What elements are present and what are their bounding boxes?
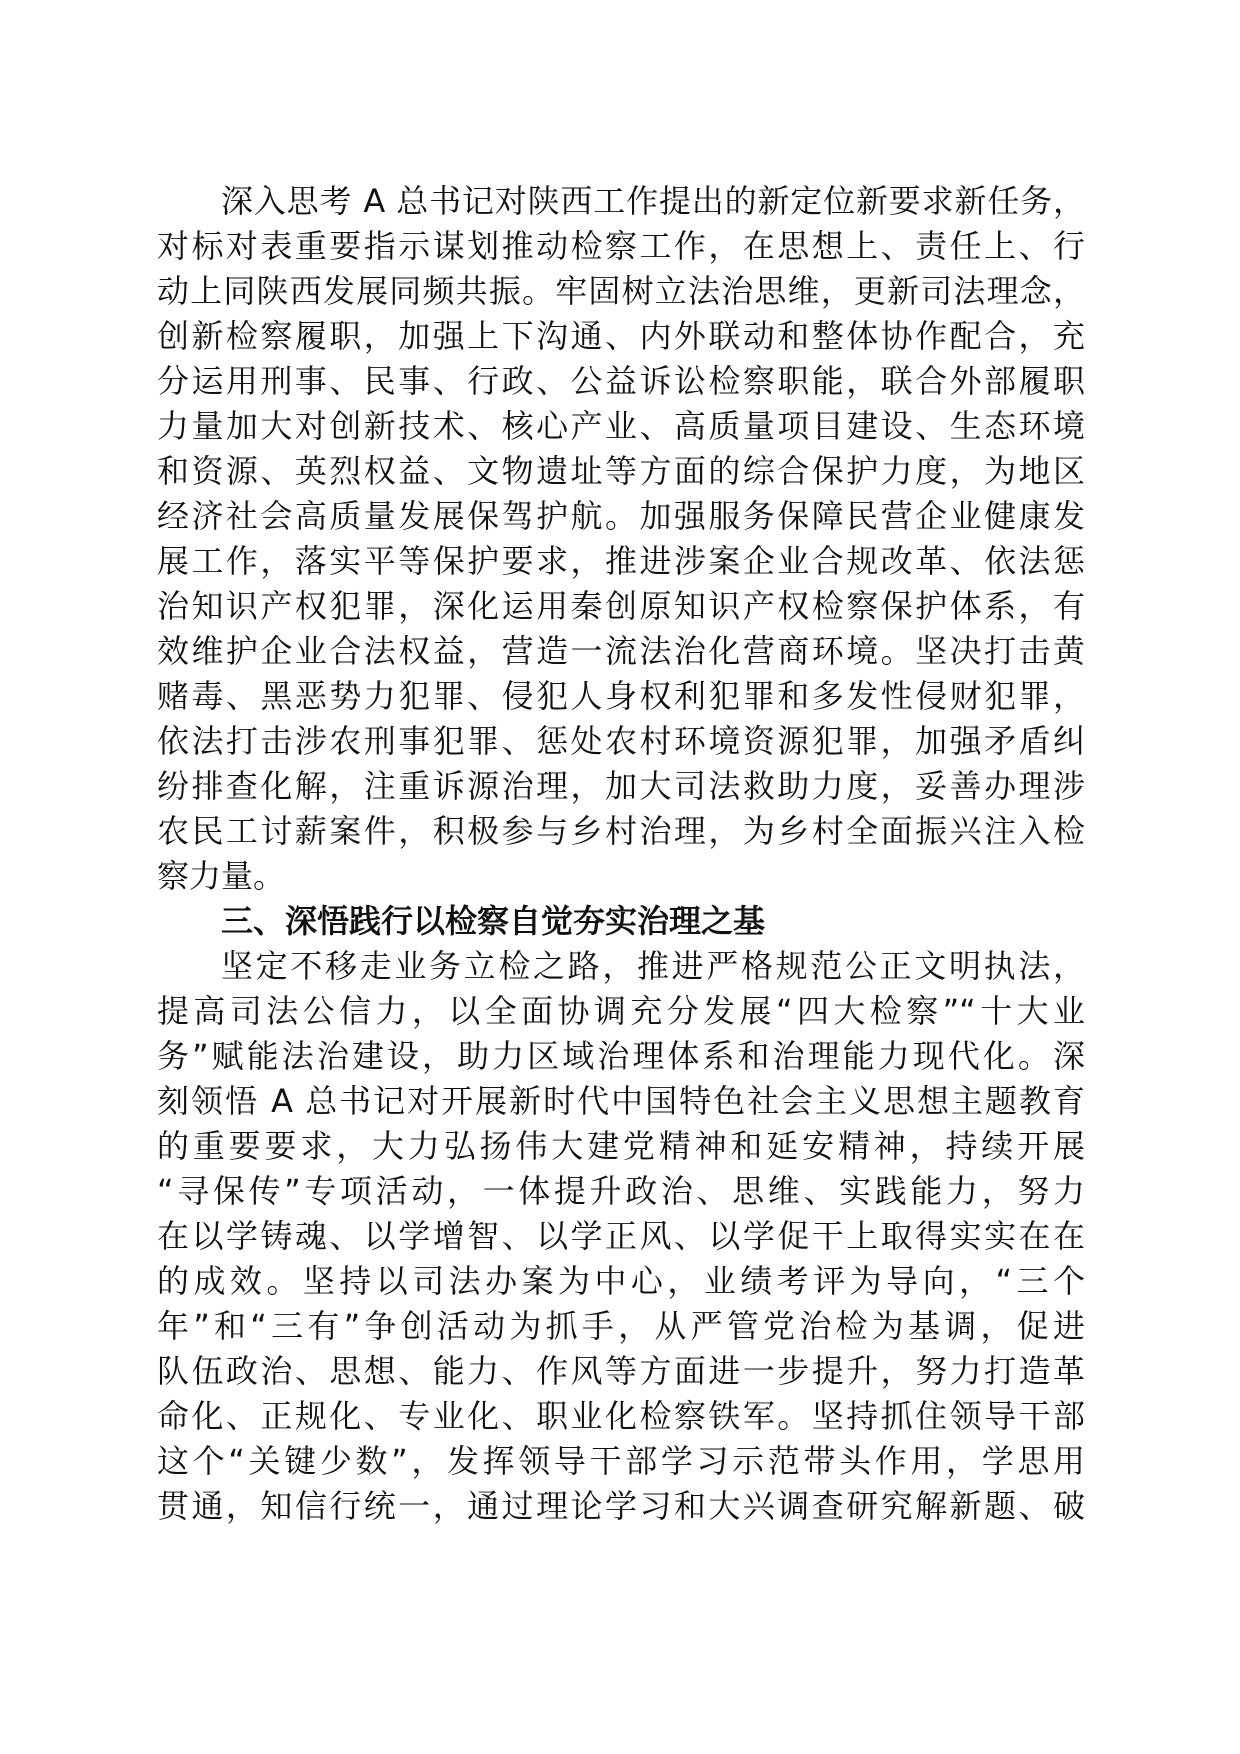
paragraph-1-line-10: 治知识产权犯罪，深化运用秦创原知识产权检察保护体系，有 (157, 587, 1085, 625)
paragraph-1-line-14: 纷排查化解，注重诉源治理，加大司法救助力度，妥善办理涉 (157, 767, 1085, 805)
paragraph-1-line-7: 和资源、英烈权益、文物遗址等方面的综合保护力度，为地区 (157, 452, 1085, 490)
paragraph-2-line-9: 年”和“三有”争创活动为抓手，从严管党治检为基调，促进 (157, 1307, 1085, 1345)
paragraph-1-line-11: 效维护企业合法权益，营造一流法治化营商环境。坚决打击黄 (157, 632, 1085, 670)
paragraph-1-line-1: 深入思考 A 总书记对陕西工作提出的新定位新要求新任务， (221, 182, 1085, 220)
paragraph-1-line-12: 赌毒、黑恶势力犯罪、侵犯人身权利犯罪和多发性侵财犯罪， (157, 677, 1085, 715)
paragraph-2-line-4: 刻领悟 A 总书记对开展新时代中国特色社会主义思想主题教育 (157, 1082, 1085, 1120)
paragraph-2-line-1: 坚定不移走业务立检之路，推进严格规范公正文明执法， (221, 947, 1085, 985)
paragraph-2-line-12: 这个“关键少数”，发挥领导干部学习示范带头作用，学思用 (157, 1442, 1085, 1480)
paragraph-1-line-13: 依法打击涉农刑事犯罪、惩处农村环境资源犯罪，加强矛盾纠 (157, 722, 1085, 760)
paragraph-2-line-5: 的重要要求，大力弘扬伟大建党精神和延安精神，持续开展 (157, 1127, 1085, 1165)
paragraph-1-line-3: 动上同陕西发展同频共振。牢固树立法治思维，更新司法理念， (157, 272, 1085, 310)
paragraph-1-line-6: 力量加大对创新技术、核心产业、高质量项目建设、生态环境 (157, 407, 1085, 445)
paragraph-1-line-4: 创新检察履职，加强上下沟通、内外联动和整体协作配合，充 (157, 317, 1085, 355)
paragraph-2-line-8: 的成效。坚持以司法办案为中心，业绩考评为导向，“三个 (157, 1262, 1085, 1300)
paragraph-2-line-11: 命化、正规化、专业化、职业化检察铁军。坚持抓住领导干部 (157, 1397, 1085, 1435)
paragraph-2-line-3: 务”赋能法治建设，助力区域治理体系和治理能力现代化。深 (157, 1037, 1085, 1075)
paragraph-2-line-10: 队伍政治、思想、能力、作风等方面进一步提升，努力打造革 (157, 1352, 1085, 1390)
paragraph-2-line-2: 提高司法公信力，以全面协调充分发展“四大检察”“十大业 (157, 992, 1085, 1030)
paragraph-1-line-15: 农民工讨薪案件，积极参与乡村治理，为乡村全面振兴注入检 (157, 812, 1085, 850)
paragraph-2-line-6: “寻保传”专项活动，一体提升政治、思维、实践能力，努力 (157, 1172, 1085, 1210)
document-page (157, 0, 1085, 1754)
paragraph-1-line-5: 分运用刑事、民事、行政、公益诉讼检察职能，联合外部履职 (157, 362, 1085, 400)
paragraph-1-line-8: 经济社会高质量发展保驾护航。加强服务保障民营企业健康发 (157, 497, 1085, 535)
paragraph-1-line-9: 展工作，落实平等保护要求，推进涉案企业合规改革、依法惩 (157, 542, 1085, 580)
paragraph-1-line-16: 察力量。 (157, 857, 286, 895)
paragraph-1-line-2: 对标对表重要指示谋划推动检察工作，在思想上、责任上、行 (157, 227, 1085, 265)
section-heading: 三、深悟践行以检察自觉夯实治理之基 (221, 902, 766, 940)
paragraph-2-line-13: 贯通，知信行统一，通过理论学习和大兴调查研究解新题、破 (157, 1487, 1085, 1525)
paragraph-2-line-7: 在以学铸魂、以学增智、以学正风、以学促干上取得实实在在 (157, 1217, 1085, 1255)
